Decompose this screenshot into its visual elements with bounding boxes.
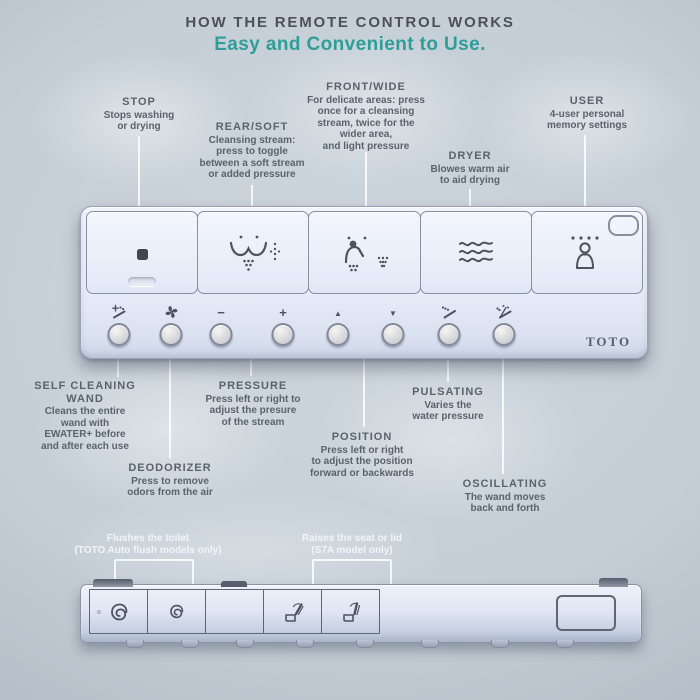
fn-pulsating [438, 303, 461, 346]
callout-heading: DRYER [448, 150, 492, 162]
fn-pressure-plus [272, 303, 295, 346]
toto-logo: TOTO [586, 334, 632, 349]
callout-line-text: press to toggle [216, 146, 288, 157]
callout-heading: PULSATING [412, 386, 484, 398]
callout-line-deodorizer [169, 352, 171, 458]
seat-raise-button[interactable] [263, 589, 322, 634]
fn-deodorizer [160, 303, 183, 346]
callout-user [547, 95, 627, 132]
pulsating-button[interactable] [438, 323, 461, 346]
callout-line-text: back and forth [470, 503, 540, 514]
seat-up-icon [280, 600, 306, 624]
remote-clip-notch [608, 215, 639, 236]
callout-line-text: and light pressure [322, 140, 410, 152]
callout-line-text: to aid drying [439, 175, 500, 186]
flush-full-button[interactable] [89, 589, 148, 634]
edge-remote-foot [421, 640, 439, 648]
callout-line-text: Raises the seat or lid [301, 533, 403, 544]
user-person-icon [564, 233, 610, 273]
plus-icon: + [279, 305, 287, 320]
callout-dryer [431, 150, 510, 187]
callout-line-text: Cleans the entire [44, 406, 126, 417]
callout-deodorizer [127, 462, 213, 499]
oscillating-wand-icon [496, 303, 513, 320]
lid-up-icon [338, 600, 364, 624]
callout-line-text: stream, twice for the [317, 117, 415, 129]
fn-position-down [382, 303, 405, 346]
callout-line-text: (TOTO Auto flush models only) [74, 545, 222, 556]
edge-remote-foot [356, 640, 374, 648]
callout-line-text: adjust the presure [209, 405, 297, 416]
callout-line-text: EWATER+ before [44, 429, 126, 440]
main-remote [80, 206, 648, 359]
lid-raise-button[interactable] [321, 589, 380, 634]
edge-remote-foot [181, 640, 199, 648]
fn-oscillating [493, 303, 516, 346]
callout-line-text: For delicate areas: press [307, 94, 425, 106]
blank-button[interactable] [205, 589, 264, 634]
callout-flush [74, 533, 221, 557]
user-button[interactable] [531, 211, 643, 294]
cyclone-light-flush-icon [167, 602, 186, 621]
triangle-up-icon: ▲ [334, 309, 342, 318]
callout-heading: SELF CLEANING WAND [34, 380, 136, 405]
callout-line-text: water pressure [412, 411, 484, 422]
oscillating-button[interactable] [493, 323, 516, 346]
edge-remote-foot [126, 640, 144, 648]
edge-remote [80, 584, 642, 643]
stop-button[interactable] [86, 211, 198, 294]
front-wide-button[interactable] [308, 211, 420, 294]
callout-line-text: memory settings [546, 120, 628, 131]
edge-remote-foot [491, 640, 509, 648]
callout-line-text: of the stream [221, 416, 285, 428]
rear-cleansing-spray-icon [224, 232, 282, 274]
callout-line-text: or added pressure [208, 169, 296, 180]
callout-heading: STOP [122, 96, 156, 108]
callout-line-text: to adjust the position [311, 456, 413, 467]
edge-remote-foot [296, 640, 314, 648]
callout-rear-soft [199, 121, 304, 181]
callout-stop [104, 96, 175, 133]
rear-soft-button[interactable] [197, 211, 309, 294]
page-subtitle: Easy and Convenient to Use. [214, 34, 486, 55]
position-up-button[interactable] [327, 323, 350, 346]
callout-line-text: Cleansing stream: [208, 134, 296, 146]
callout-front-wide [307, 81, 425, 152]
callout-position [310, 431, 414, 479]
callout-line-text: Flushes the toilet [106, 533, 190, 544]
fn-self-cleaning-wand [108, 303, 131, 346]
callout-line-text: Press left or right [320, 444, 404, 456]
callout-line-text: (S7A model only) [311, 545, 393, 556]
fan-icon [163, 303, 179, 320]
callout-line-text: Varies the [424, 399, 472, 411]
stop-button-groove [128, 277, 156, 286]
pressure-minus-button[interactable] [210, 323, 233, 346]
front-cleansing-spray-icon [336, 232, 394, 274]
callout-heading: USER [569, 95, 605, 107]
callout-seat [302, 533, 402, 557]
pressure-plus-button[interactable] [272, 323, 295, 346]
edge-remote-tab [93, 579, 133, 587]
callout-line-text: once for a cleansing [317, 106, 415, 117]
warm-air-waves-icon [453, 236, 499, 270]
callout-oscillating [463, 478, 548, 515]
cyclone-flush-icon [107, 600, 131, 624]
callout-self-cleaning-wand [32, 380, 138, 452]
edge-remote-key-row [89, 589, 379, 634]
stop-square-icon [137, 249, 148, 260]
edge-remote-foot [236, 640, 254, 648]
callout-heading: FRONT/WIDE [326, 81, 406, 93]
edge-remote-tab [221, 581, 247, 587]
callout-line-text: or drying [117, 121, 161, 132]
callout-heading: POSITION [331, 431, 393, 443]
callout-heading: REAR/SOFT [215, 121, 289, 133]
fn-position-up [327, 303, 350, 346]
callout-heading: DEODORIZER [128, 462, 212, 474]
callout-line-text: Stops washing [103, 109, 175, 121]
callout-line-text: Blowes warm air [430, 163, 510, 175]
callout-line-text: forward or backwards [310, 467, 414, 479]
fn-pressure-minus [210, 303, 233, 346]
position-down-button[interactable] [382, 323, 405, 346]
callout-line-text: The wand moves [464, 491, 546, 503]
callout-line-oscillating [502, 352, 504, 474]
edge-remote-tab [599, 578, 628, 587]
callout-line-text: Press left or right to [205, 393, 301, 405]
header [0, 14, 700, 56]
callout-pressure [205, 380, 300, 428]
battery-panel [556, 595, 616, 631]
wand-sparkle-icon [111, 303, 128, 320]
self-cleaning-wand-button[interactable] [108, 323, 131, 346]
led-dot [97, 610, 101, 614]
triangle-down-icon: ▼ [389, 309, 397, 318]
callout-line-text: 4-user personal [549, 108, 625, 120]
callout-line-text: and after each use [41, 440, 129, 452]
pulsating-wand-icon [441, 303, 458, 320]
callout-line-text: wider area, [339, 129, 393, 140]
callout-heading: OSCILLATING [462, 478, 548, 490]
flush-light-button[interactable] [147, 589, 206, 634]
edge-remote-foot [556, 640, 574, 648]
minus-icon: − [217, 305, 225, 320]
callout-line-text: wand with [60, 417, 110, 429]
main-remote-key-row [86, 211, 642, 294]
dryer-button[interactable] [420, 211, 532, 294]
callout-line-text: Press to remove [131, 475, 209, 487]
page-title: HOW THE REMOTE CONTROL WORKS [185, 14, 515, 31]
callout-line-text: between a soft stream [199, 157, 305, 169]
callout-heading: PRESSURE [218, 380, 288, 392]
callout-pulsating [412, 386, 484, 423]
deodorizer-button[interactable] [160, 323, 183, 346]
callout-line-text: odors from the air [127, 487, 213, 498]
